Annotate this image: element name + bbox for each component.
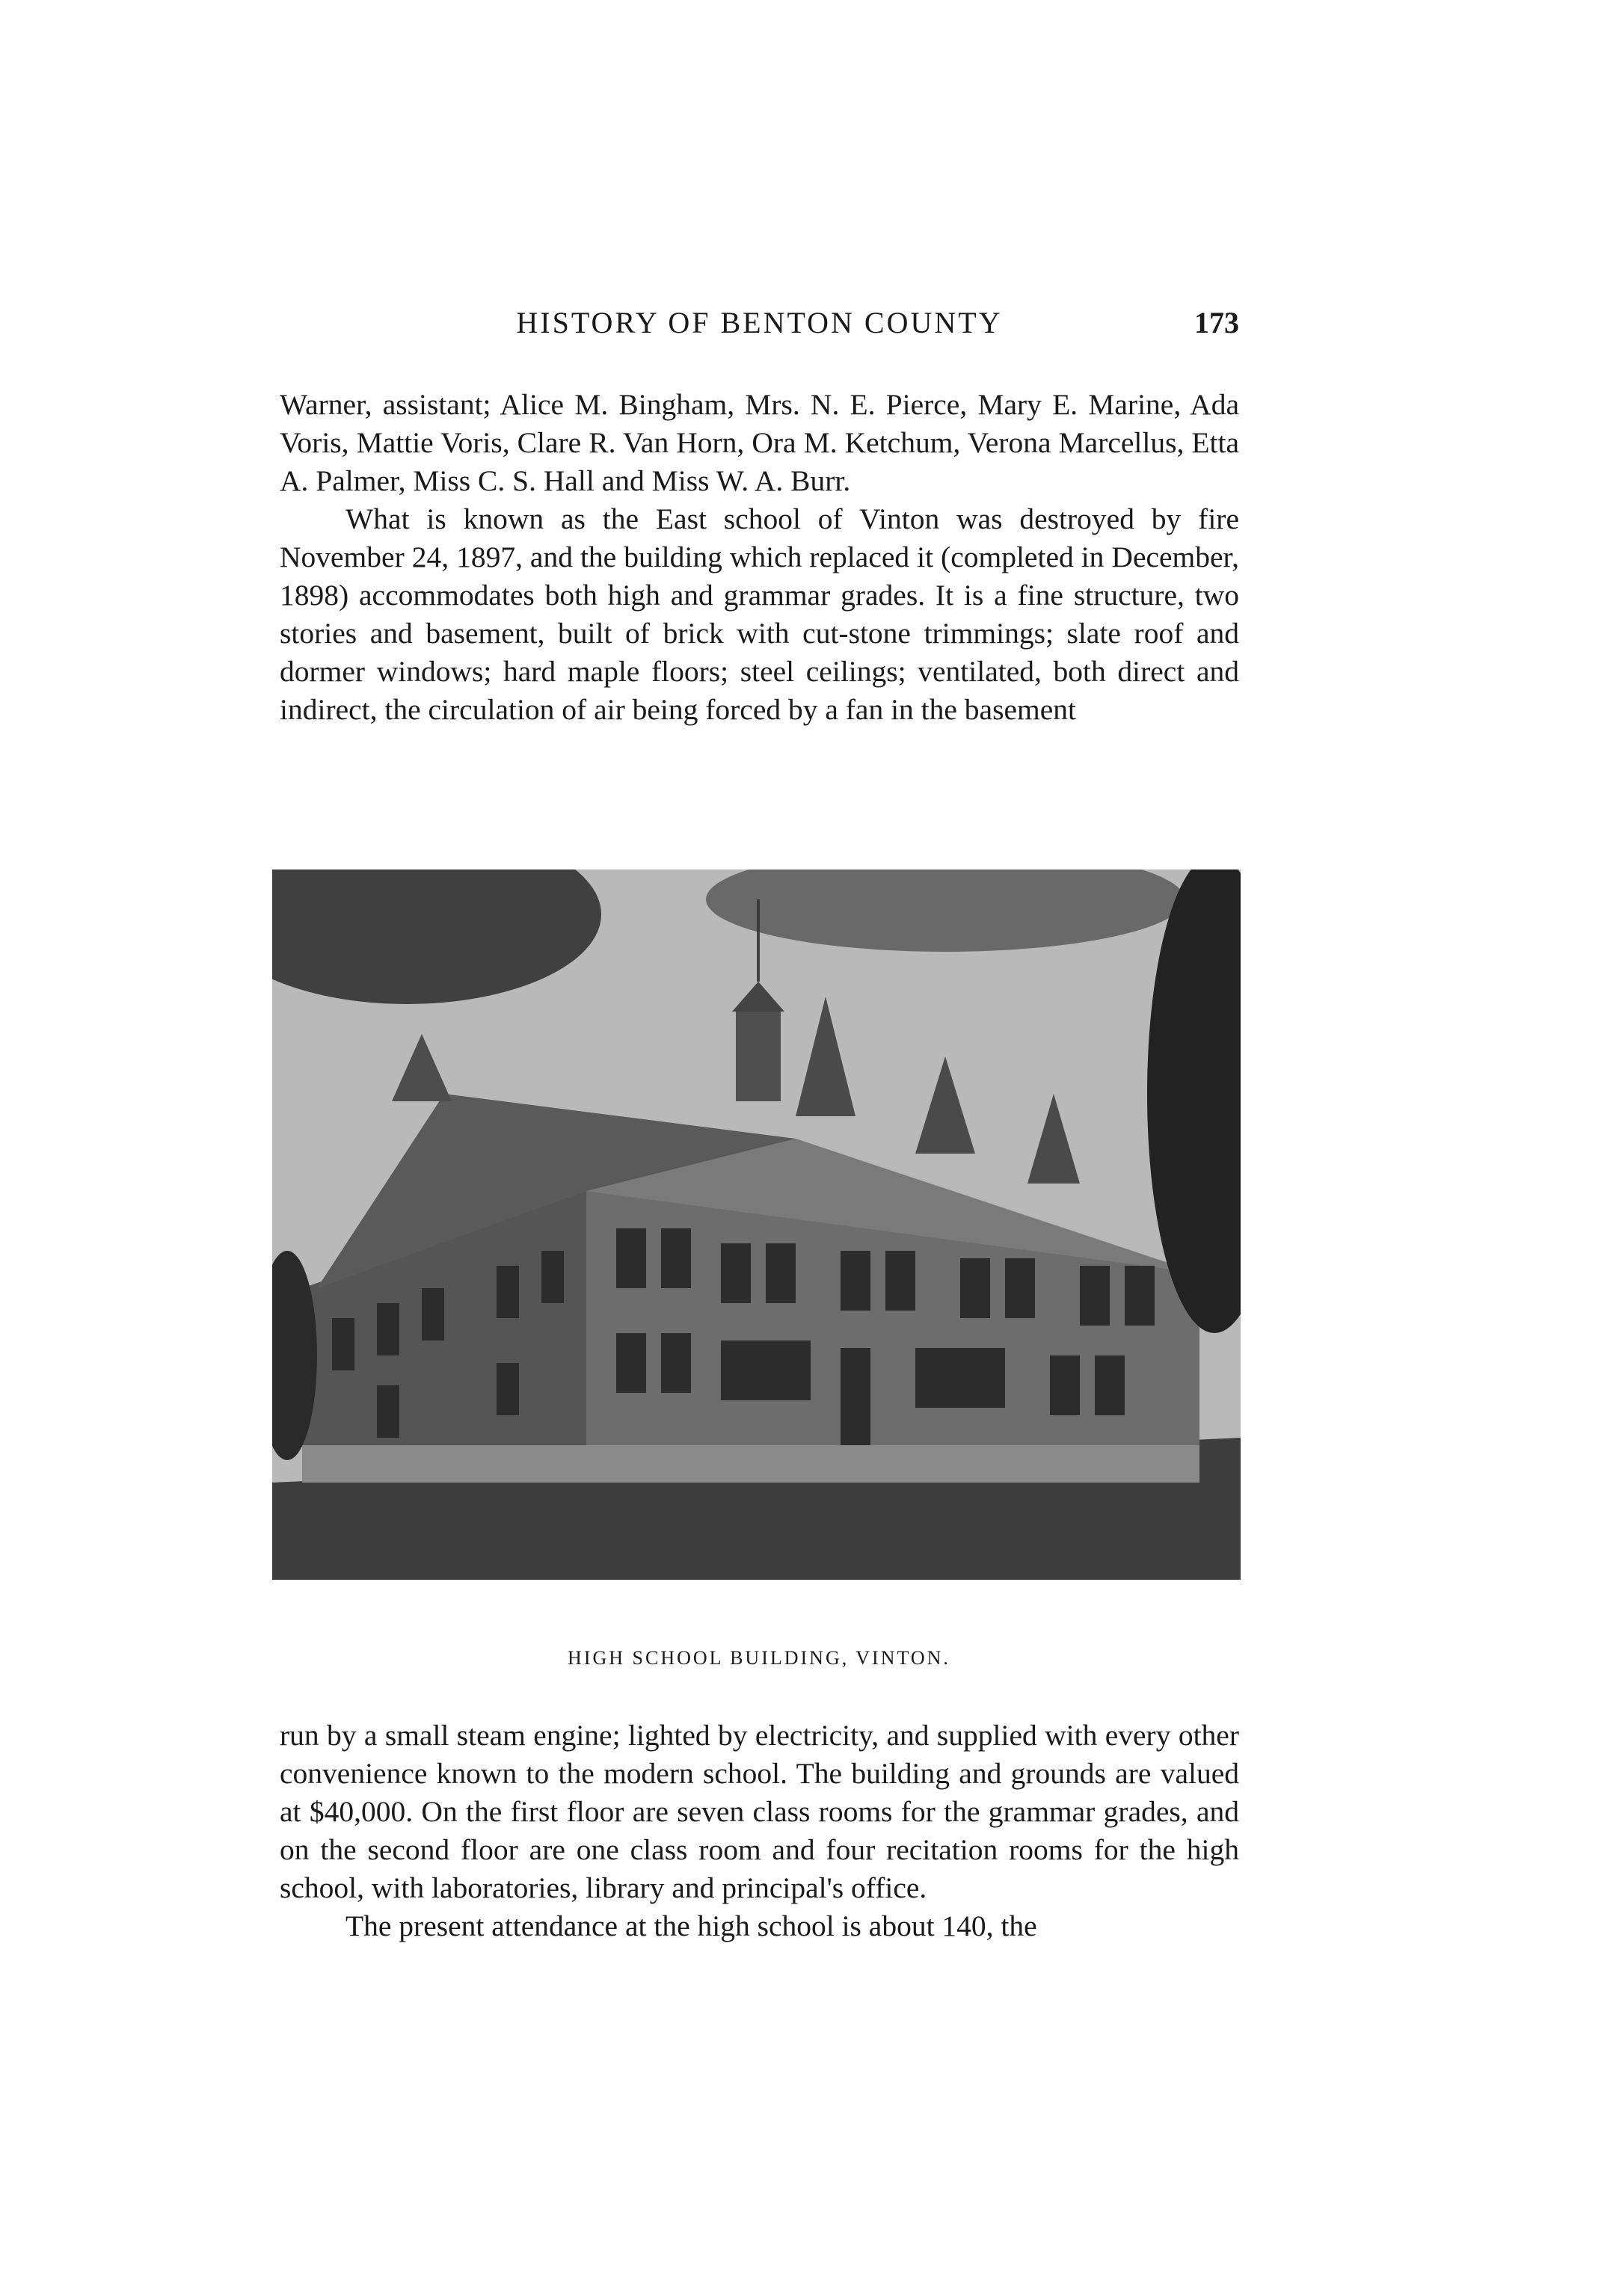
paragraph: What is known as the East school of Vinton was destroyed by fire November 24, 1897, and the building which replaced it (completed in December, 1898) accommodates both high and grammar grades. It is a fine structure, two stories and basement, built of brick with cut-stone trimmings; slate roof and dormer windows; hard maple floors; steel ceilings; ventilated, both direct and indirect, the circulation of air being forced by a fan in the basement <box>280 502 1239 726</box>
body-text-bottom <box>280 1717 1239 1945</box>
running-head <box>280 305 1239 350</box>
figure-caption: HIGH SCHOOL BUILDING, VINTON. <box>568 1647 950 1669</box>
page-number: 173 <box>1194 306 1239 339</box>
paragraph: run by a small steam engine; lighted by electricity, and supplied with every other convenience known to the modern school. The building and grounds are valued at $40,000. On the first floor are seven class rooms for the grammar grades, and on the second floor are one class room and four recitation rooms for the high school, with laboratories, library and principal's office. <box>280 1719 1239 1904</box>
paragraph: The present attendance at the high school is about 140, the <box>345 1909 1037 1942</box>
running-title: HISTORY OF BENTON COUNTY <box>516 306 1003 339</box>
school-building-photo <box>272 870 1241 1580</box>
body-text-top <box>280 386 1239 729</box>
paragraph: Warner, assistant; Alice M. Bingham, Mrs. N. E. Pierce, Mary E. Marine, Ada Voris, Mattie Voris, Clare R. Van Horn, Ora M. Ketchum, Verona Marcellus, Etta A. Palmer, Miss C. S. Hall and Miss W. A. Burr. <box>280 388 1239 497</box>
